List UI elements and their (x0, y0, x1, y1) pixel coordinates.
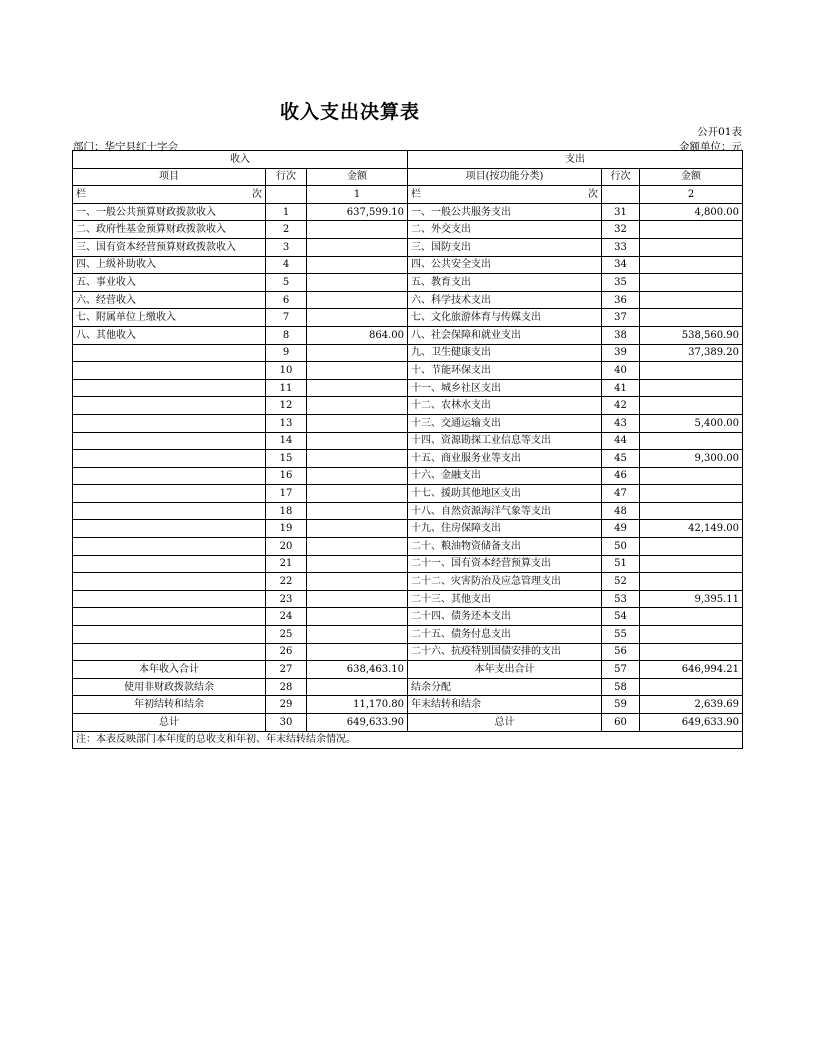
expense-line-no-cell: 56 (602, 643, 640, 661)
expense-item-cell: 五、教育支出 (408, 274, 602, 292)
expense-line-no-cell: 40 (602, 362, 640, 380)
expense-amount-cell (640, 432, 743, 450)
income-amount-cell (307, 520, 408, 538)
expense-item-cell: 二十一、国有资本经营预算支出 (408, 555, 602, 573)
income-lan-ci-cell (73, 186, 266, 204)
table-row (73, 555, 743, 573)
expense-item-cell: 十五、商业服务业等支出 (408, 450, 602, 468)
table-row (73, 573, 743, 591)
table-row (73, 590, 743, 608)
expense-line-no-cell: 34 (602, 256, 640, 274)
income-item-cell (73, 520, 266, 538)
expense-section-header: 支出 (408, 151, 743, 169)
table-row (73, 256, 743, 274)
expense-item-cell: 六、科学技术支出 (408, 291, 602, 309)
income-amount-cell (307, 573, 408, 591)
income-amount-cell (307, 414, 408, 432)
table-row (73, 538, 743, 556)
expense-item-cell: 十一、城乡社区支出 (408, 379, 602, 397)
expense-amount-cell (640, 221, 743, 239)
income-line-no-cell: 27 (266, 661, 307, 679)
income-item-cell: 二、政府性基金预算财政拨款收入 (73, 221, 266, 239)
income-item-cell (73, 643, 266, 661)
summary-row (73, 678, 743, 696)
expense-item-cell: 一、一般公共服务支出 (408, 203, 602, 221)
expense-line-no-cell: 37 (602, 309, 640, 327)
summary-row (73, 714, 743, 732)
income-amount-cell (307, 291, 408, 309)
income-item-cell (73, 432, 266, 450)
summary-row (73, 696, 743, 714)
column-header-row (73, 168, 743, 186)
expense-item-cell: 十、节能环保支出 (408, 362, 602, 380)
table-row (73, 291, 743, 309)
income-line-no-cell: 15 (266, 450, 307, 468)
expense-item-cell: 四、公共安全支出 (408, 256, 602, 274)
expense-line-no-cell: 59 (602, 696, 640, 714)
income-amount-cell: 864.00 (307, 326, 408, 344)
income-item-cell (73, 450, 266, 468)
expense-amount-cell: 9,395.11 (640, 590, 743, 608)
income-item-cell (73, 397, 266, 415)
expense-amount-cell (640, 538, 743, 556)
expense-item-cell: 十八、自然资源海洋气象等支出 (408, 502, 602, 520)
income-line-no-cell: 14 (266, 432, 307, 450)
income-line-no-cell: 26 (266, 643, 307, 661)
income-item-cell (73, 502, 266, 520)
expense-line-no-cell: 38 (602, 326, 640, 344)
income-line-no-cell: 6 (266, 291, 307, 309)
expense-line-no-cell: 60 (602, 714, 640, 732)
income-amount-cell (307, 608, 408, 626)
table-row (73, 520, 743, 538)
expense-item-cell: 二十、粮油物资储备支出 (408, 538, 602, 556)
summary-row (73, 661, 743, 679)
expense-line-no-cell: 32 (602, 221, 640, 239)
expense-amount-cell (640, 379, 743, 397)
expense-summary-label: 总计 (408, 714, 602, 732)
income-line-no-cell: 22 (266, 573, 307, 591)
income-line-no-cell: 29 (266, 696, 307, 714)
income-summary-label: 总计 (73, 714, 266, 732)
expense-item-cell: 二十三、其他支出 (408, 590, 602, 608)
income-summary-label: 年初结转和结余 (73, 696, 266, 714)
income-amount-cell (307, 221, 408, 239)
income-line-no-cell: 9 (266, 344, 307, 362)
income-amount-cell (307, 432, 408, 450)
expense-amount-cell (640, 274, 743, 292)
expense-amount-cell (640, 573, 743, 591)
expense-amount-cell (640, 309, 743, 327)
income-item-cell (73, 538, 266, 556)
income-line-no-cell: 23 (266, 590, 307, 608)
income-item-cell (73, 467, 266, 485)
expense-line-no-cell: 35 (602, 274, 640, 292)
table-row (73, 502, 743, 520)
table-row (73, 397, 743, 415)
income-line-no-cell: 16 (266, 467, 307, 485)
income-line-no-cell: 20 (266, 538, 307, 556)
table-row (73, 221, 743, 239)
empty-cell (266, 186, 307, 204)
income-line-no-cell: 24 (266, 608, 307, 626)
income-line-no-cell: 18 (266, 502, 307, 520)
expense-line-no-cell: 48 (602, 502, 640, 520)
income-amount-cell: 649,633.90 (307, 714, 408, 732)
income-section-header: 收入 (73, 151, 408, 169)
form-code: 公开01表 (697, 126, 742, 138)
expense-line-no-cell: 46 (602, 467, 640, 485)
expense-line-no-cell: 43 (602, 414, 640, 432)
table-row (73, 274, 743, 292)
department-label: 部门：华宁县红十字会 (73, 141, 178, 153)
column-index-row (73, 186, 743, 204)
expense-amount-cell (640, 502, 743, 520)
table-row (73, 432, 743, 450)
expense-amount-cell: 9,300.00 (640, 450, 743, 468)
income-item-cell (73, 485, 266, 503)
income-line-no-cell: 19 (266, 520, 307, 538)
table-row (73, 326, 743, 344)
expense-line-no-cell: 53 (602, 590, 640, 608)
expense-item-cell: 十九、住房保障支出 (408, 520, 602, 538)
income-item-header: 项目 (73, 168, 266, 186)
income-line-no-cell: 5 (266, 274, 307, 292)
expense-item-cell: 九、卫生健康支出 (408, 344, 602, 362)
income-amount-cell (307, 678, 408, 696)
expense-line-no-cell: 57 (602, 661, 640, 679)
expense-item-cell: 八、社会保障和就业支出 (408, 326, 602, 344)
table-row (73, 203, 743, 221)
income-item-cell (73, 626, 266, 644)
income-column-index: 1 (307, 186, 408, 204)
income-amount-cell (307, 450, 408, 468)
expense-amount-cell (640, 608, 743, 626)
income-amount-cell (307, 309, 408, 327)
report-title: 收入支出决算表 (279, 101, 420, 123)
expense-amount-cell: 37,389.20 (640, 344, 743, 362)
expense-item-cell: 十四、资源勘探工业信息等支出 (408, 432, 602, 450)
table-row (73, 344, 743, 362)
expense-line-no-cell: 52 (602, 573, 640, 591)
table-row (73, 362, 743, 380)
income-item-cell: 七、附属单位上缴收入 (73, 309, 266, 327)
income-line-no-header: 行次 (266, 168, 307, 186)
income-line-no-cell: 12 (266, 397, 307, 415)
expense-amount-cell: 42,149.00 (640, 520, 743, 538)
expense-item-cell: 二十二、灾害防治及应急管理支出 (408, 573, 602, 591)
income-line-no-cell: 7 (266, 309, 307, 327)
expense-summary-label: 结余分配 (408, 678, 602, 696)
expense-amount-cell: 538,560.90 (640, 326, 743, 344)
expense-amount-cell (640, 467, 743, 485)
expense-amount-cell: 646,994.21 (640, 661, 743, 679)
income-line-no-cell: 10 (266, 362, 307, 380)
table-row (73, 309, 743, 327)
income-line-no-cell: 28 (266, 678, 307, 696)
expense-amount-cell (640, 291, 743, 309)
expense-line-no-cell: 42 (602, 397, 640, 415)
income-line-no-cell: 3 (266, 238, 307, 256)
income-amount-cell: 637,599.10 (307, 203, 408, 221)
expense-amount-cell (640, 256, 743, 274)
income-amount-cell (307, 238, 408, 256)
expense-amount-cell (640, 678, 743, 696)
income-amount-cell (307, 397, 408, 415)
income-summary-label: 使用非财政拨款结余 (73, 678, 266, 696)
income-item-cell: 五、事业收入 (73, 274, 266, 292)
income-item-cell (73, 414, 266, 432)
expense-item-cell: 二、外交支出 (408, 221, 602, 239)
income-amount-cell: 638,463.10 (307, 661, 408, 679)
note-row (73, 731, 743, 749)
lan-label: 栏 (411, 188, 421, 200)
expense-line-no-cell: 33 (602, 238, 640, 256)
expense-lan-ci-cell (408, 186, 602, 204)
expense-amount-cell (640, 643, 743, 661)
income-line-no-cell: 17 (266, 485, 307, 503)
income-line-no-cell: 30 (266, 714, 307, 732)
expense-item-cell: 二十五、债务付息支出 (408, 626, 602, 644)
expense-line-no-cell: 49 (602, 520, 640, 538)
table-note: 注：本表反映部门本年度的总收支和年初、年末结转结余情况。 (73, 731, 743, 749)
expense-item-cell: 十六、金融支出 (408, 467, 602, 485)
expense-summary-label: 年末结转和结余 (408, 696, 602, 714)
expense-line-no-cell: 50 (602, 538, 640, 556)
expense-line-no-cell: 54 (602, 608, 640, 626)
income-amount-cell (307, 467, 408, 485)
income-line-no-cell: 2 (266, 221, 307, 239)
empty-cell (602, 186, 640, 204)
income-item-cell (73, 555, 266, 573)
expense-amount-cell (640, 485, 743, 503)
expense-column-index: 2 (640, 186, 743, 204)
amount-unit-label: 金额单位：元 (679, 141, 742, 153)
table-row (73, 643, 743, 661)
expense-amount-cell (640, 397, 743, 415)
expense-line-no-cell: 44 (602, 432, 640, 450)
income-line-no-cell: 1 (266, 203, 307, 221)
income-line-no-cell: 25 (266, 626, 307, 644)
expense-line-no-cell: 58 (602, 678, 640, 696)
income-amount-cell (307, 555, 408, 573)
expense-line-no-cell: 41 (602, 379, 640, 397)
expense-summary-label: 本年支出合计 (408, 661, 602, 679)
expense-line-no-cell: 51 (602, 555, 640, 573)
income-amount-cell: 11,170.80 (307, 696, 408, 714)
expense-amount-cell (640, 362, 743, 380)
income-item-cell: 三、国有资本经营预算财政拨款收入 (73, 238, 266, 256)
income-item-cell (73, 590, 266, 608)
income-item-cell: 四、上级补助收入 (73, 256, 266, 274)
expense-item-cell: 七、文化旅游体育与传媒支出 (408, 309, 602, 327)
expense-item-cell: 二十四、债务还本支出 (408, 608, 602, 626)
expense-line-no-cell: 55 (602, 626, 640, 644)
expense-line-no-cell: 45 (602, 450, 640, 468)
ci-label: 次 (252, 188, 262, 200)
expense-item-cell: 十二、农林水支出 (408, 397, 602, 415)
expense-item-cell: 十三、交通运输支出 (408, 414, 602, 432)
income-expense-table (72, 150, 743, 749)
table-row (73, 414, 743, 432)
table-row (73, 467, 743, 485)
income-amount-cell (307, 362, 408, 380)
expense-item-cell: 二十六、抗疫特别国债安排的支出 (408, 643, 602, 661)
lan-label: 栏 (76, 188, 86, 200)
table-row (73, 450, 743, 468)
expense-amount-cell (640, 626, 743, 644)
income-amount-cell (307, 274, 408, 292)
income-amount-cell (307, 502, 408, 520)
income-item-cell (73, 573, 266, 591)
table-row (73, 608, 743, 626)
income-amount-cell (307, 485, 408, 503)
expense-item-cell: 十七、援助其他地区支出 (408, 485, 602, 503)
income-amount-header: 金额 (307, 168, 408, 186)
income-line-no-cell: 11 (266, 379, 307, 397)
income-amount-cell (307, 643, 408, 661)
section-header-row (73, 151, 743, 169)
income-amount-cell (307, 626, 408, 644)
ci-label: 次 (588, 188, 598, 200)
income-summary-label: 本年收入合计 (73, 661, 266, 679)
income-amount-cell (307, 256, 408, 274)
expense-amount-header: 金额 (640, 168, 743, 186)
table-row (73, 626, 743, 644)
income-line-no-cell: 13 (266, 414, 307, 432)
income-line-no-cell: 8 (266, 326, 307, 344)
expense-amount-cell: 4,800.00 (640, 203, 743, 221)
expense-amount-cell: 5,400.00 (640, 414, 743, 432)
income-line-no-cell: 21 (266, 555, 307, 573)
income-item-cell (73, 362, 266, 380)
expense-line-no-cell: 39 (602, 344, 640, 362)
income-amount-cell (307, 379, 408, 397)
income-amount-cell (307, 344, 408, 362)
income-item-cell: 六、经营收入 (73, 291, 266, 309)
table-row (73, 485, 743, 503)
table-row (73, 379, 743, 397)
income-item-cell (73, 608, 266, 626)
expense-item-header: 项目(按功能分类) (408, 168, 602, 186)
income-line-no-cell: 4 (266, 256, 307, 274)
expense-line-no-cell: 36 (602, 291, 640, 309)
expense-line-no-header: 行次 (602, 168, 640, 186)
expense-amount-cell (640, 238, 743, 256)
expense-amount-cell: 649,633.90 (640, 714, 743, 732)
table-row (73, 238, 743, 256)
expense-line-no-cell: 31 (602, 203, 640, 221)
expense-line-no-cell: 47 (602, 485, 640, 503)
expense-amount-cell (640, 555, 743, 573)
expense-item-cell: 三、国防支出 (408, 238, 602, 256)
income-item-cell (73, 344, 266, 362)
income-amount-cell (307, 538, 408, 556)
income-item-cell (73, 379, 266, 397)
income-amount-cell (307, 590, 408, 608)
income-item-cell: 八、其他收入 (73, 326, 266, 344)
income-item-cell: 一、一般公共预算财政拨款收入 (73, 203, 266, 221)
expense-amount-cell: 2,639.69 (640, 696, 743, 714)
